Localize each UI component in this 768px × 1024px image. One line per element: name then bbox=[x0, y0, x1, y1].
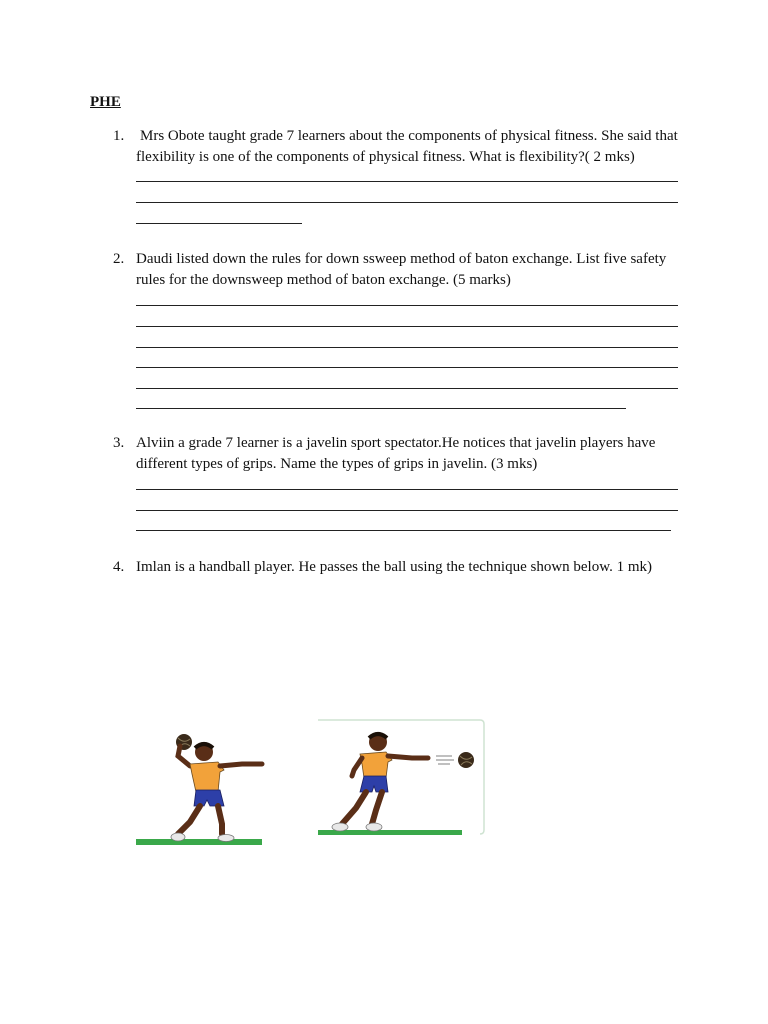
answer-line[interactable] bbox=[136, 489, 678, 490]
handball-release-illustration bbox=[316, 718, 486, 838]
question-text: Imlan is a handball player. He passes the ball using the technique shown below. 1 mk) bbox=[136, 559, 652, 575]
question-text: Alviin a grade 7 learner is a javelin sport spectator.He notices that javelin players have different types of grips. Name the types of grips in javelin. (3 mks) bbox=[136, 435, 656, 472]
question-text: Daudi listed down the rules for down ssweep method of baton exchange. List five safety rules for the downsweep method of baton exchange. (5 marks) bbox=[136, 251, 667, 288]
answer-line[interactable] bbox=[136, 202, 678, 203]
question-4 bbox=[113, 557, 683, 578]
answer-line[interactable] bbox=[136, 181, 678, 182]
question-1 bbox=[113, 126, 683, 168]
handball-windup-illustration bbox=[134, 730, 266, 850]
question-2 bbox=[113, 249, 683, 291]
question-text: Mrs Obote taught grade 7 learners about the components of physical fitness. She said that flexibility is one of the components of physical fitness. What is flexibility?( 2 mks) bbox=[136, 128, 678, 165]
question-number: 1. bbox=[113, 128, 125, 144]
page-heading: PHE bbox=[90, 94, 121, 110]
answer-line[interactable] bbox=[136, 347, 678, 348]
answer-line[interactable] bbox=[136, 326, 678, 327]
answer-line[interactable] bbox=[136, 367, 678, 368]
question-number: 2. bbox=[113, 251, 125, 267]
answer-line[interactable] bbox=[136, 223, 302, 224]
answer-line[interactable] bbox=[136, 510, 678, 511]
question-3 bbox=[113, 433, 683, 475]
answer-line[interactable] bbox=[136, 388, 678, 389]
answer-line[interactable] bbox=[136, 530, 671, 531]
question-number: 4. bbox=[113, 559, 125, 575]
answer-line[interactable] bbox=[136, 305, 678, 306]
answer-line[interactable] bbox=[136, 408, 626, 409]
question-number: 3. bbox=[113, 435, 125, 451]
